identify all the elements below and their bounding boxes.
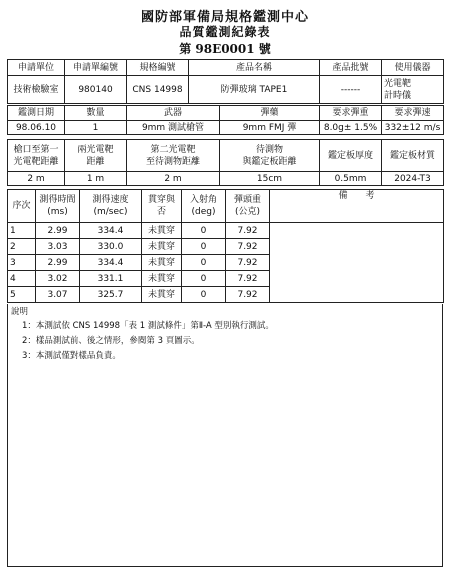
- shot-time: 3.07: [36, 287, 80, 303]
- shot-seq: 1: [8, 223, 36, 239]
- dist-header: 鑑定板材質: [382, 140, 444, 172]
- info-header: 規格編號: [127, 60, 189, 76]
- table-row: [8, 223, 444, 239]
- shots-table: [7, 189, 444, 303]
- shot-angle: 0: [182, 239, 226, 255]
- shot-angle: 0: [182, 223, 226, 239]
- shots-header: 測得速度 (m/sec): [80, 190, 142, 223]
- info-header: 申請單位: [8, 60, 65, 76]
- shot-angle: 0: [182, 255, 226, 271]
- shot-velocity: 334.4: [80, 223, 142, 239]
- applicant-unit: 技術檢驗室: [8, 76, 65, 104]
- dist-targets: 1 m: [65, 172, 127, 186]
- dist-header: 第二光電靶 至待測物距離: [127, 140, 220, 172]
- product-name: 防彈玻璃 TAPE1: [189, 76, 320, 104]
- shot-penetration: 未貫穿: [142, 255, 182, 271]
- note-item: 1：本測試依 CNS 14998「表 1 測試條件」第Ⅱ-A 型別執行測試。: [22, 321, 274, 331]
- dist-header: 鑑定板厚度: [320, 140, 382, 172]
- cond-header-row: [8, 106, 444, 121]
- shot-weight: 7.92: [226, 255, 270, 271]
- info-header: 申請單編號: [65, 60, 127, 76]
- dist-object-plate: 15cm: [220, 172, 320, 186]
- shot-velocity: 330.0: [80, 239, 142, 255]
- notes-label: 說明: [11, 307, 29, 317]
- plate-thickness: 0.5mm: [320, 172, 382, 186]
- shot-weight: 7.92: [226, 239, 270, 255]
- cond-header: 要求彈重: [320, 106, 382, 121]
- shot-time: 2.99: [36, 223, 80, 239]
- doc-title: 品質鑑測紀錄表: [179, 25, 271, 39]
- shot-weight: 7.92: [226, 223, 270, 239]
- note-item: 2：樣品測試前、後之情形，參閱第 3 頁圖示。: [22, 336, 200, 346]
- instrument: 光電靶 計時儀: [382, 76, 444, 104]
- shot-weight: 7.92: [226, 271, 270, 287]
- shots-header: 序次: [8, 190, 36, 223]
- dist-header: 待測物 與鑑定板距離: [220, 140, 320, 172]
- shot-angle: 0: [182, 287, 226, 303]
- info-header: 產品批號: [320, 60, 382, 76]
- info-header-row: [8, 60, 444, 76]
- notes-section: [7, 304, 443, 567]
- shot-time: 2.99: [36, 255, 80, 271]
- required-velocity: 332±12 m/s: [382, 121, 444, 135]
- doc-number: 第 98E0001 號: [179, 42, 271, 56]
- cond-header: 數量: [65, 106, 127, 121]
- shot-penetration: 未貫穿: [142, 239, 182, 255]
- shot-penetration: 未貫穿: [142, 223, 182, 239]
- remarks-header: 備 考: [270, 190, 444, 223]
- shot-angle: 0: [182, 271, 226, 287]
- shot-penetration: 未貫穿: [142, 271, 182, 287]
- dist-row: [8, 172, 444, 186]
- dist-target2-object: 2 m: [127, 172, 220, 186]
- ammo: 9mm FMJ 彈: [220, 121, 320, 135]
- remarks-cell: [270, 223, 444, 303]
- shots-header: 貫穿與否: [142, 190, 182, 223]
- info-table: [7, 59, 444, 104]
- shot-seq: 5: [8, 287, 36, 303]
- shot-velocity: 334.4: [80, 255, 142, 271]
- plate-material: 2024-T3: [382, 172, 444, 186]
- shot-time: 3.02: [36, 271, 80, 287]
- shot-velocity: 325.7: [80, 287, 142, 303]
- test-date: 98.06.10: [8, 121, 65, 135]
- required-weight: 8.0g± 1.5%: [320, 121, 382, 135]
- weapon: 9mm 測試槍管: [127, 121, 220, 135]
- info-header: 使用儀器: [382, 60, 444, 76]
- conditions-table: [7, 105, 444, 135]
- cond-header: 要求彈速: [382, 106, 444, 121]
- shot-weight: 7.92: [226, 287, 270, 303]
- cond-header: 武器: [127, 106, 220, 121]
- cond-header: 鑑測日期: [8, 106, 65, 121]
- shots-header: 測得時間 (ms): [36, 190, 80, 223]
- org-name: 國防部軍備局規格鑑測中心: [140, 10, 309, 25]
- distance-table: [7, 139, 444, 186]
- application-no: 980140: [65, 76, 127, 104]
- dist-header-row: [8, 140, 444, 172]
- shot-velocity: 331.1: [80, 271, 142, 287]
- cond-row: [8, 121, 444, 135]
- cond-header: 彈藥: [220, 106, 320, 121]
- batch-no: ------: [320, 76, 382, 104]
- quantity: 1: [65, 121, 127, 135]
- shot-seq: 3: [8, 255, 36, 271]
- shots-header: 入射角 (deg): [182, 190, 226, 223]
- shot-seq: 2: [8, 239, 36, 255]
- shot-seq: 4: [8, 271, 36, 287]
- shot-penetration: 未貫穿: [142, 287, 182, 303]
- shot-time: 3.03: [36, 239, 80, 255]
- shots-header-row: [8, 190, 444, 223]
- spec-no: CNS 14998: [127, 76, 189, 104]
- info-header: 產品名稱: [189, 60, 320, 76]
- note-item: 3：本測試僅對樣品負責。: [22, 351, 121, 361]
- dist-header: 槍口至第一 光電靶距離: [8, 140, 65, 172]
- shots-header: 彈頭重 (公克): [226, 190, 270, 223]
- info-row: [8, 76, 444, 104]
- dist-muzzle-target1: 2 m: [8, 172, 65, 186]
- dist-header: 兩光電靶 距離: [65, 140, 127, 172]
